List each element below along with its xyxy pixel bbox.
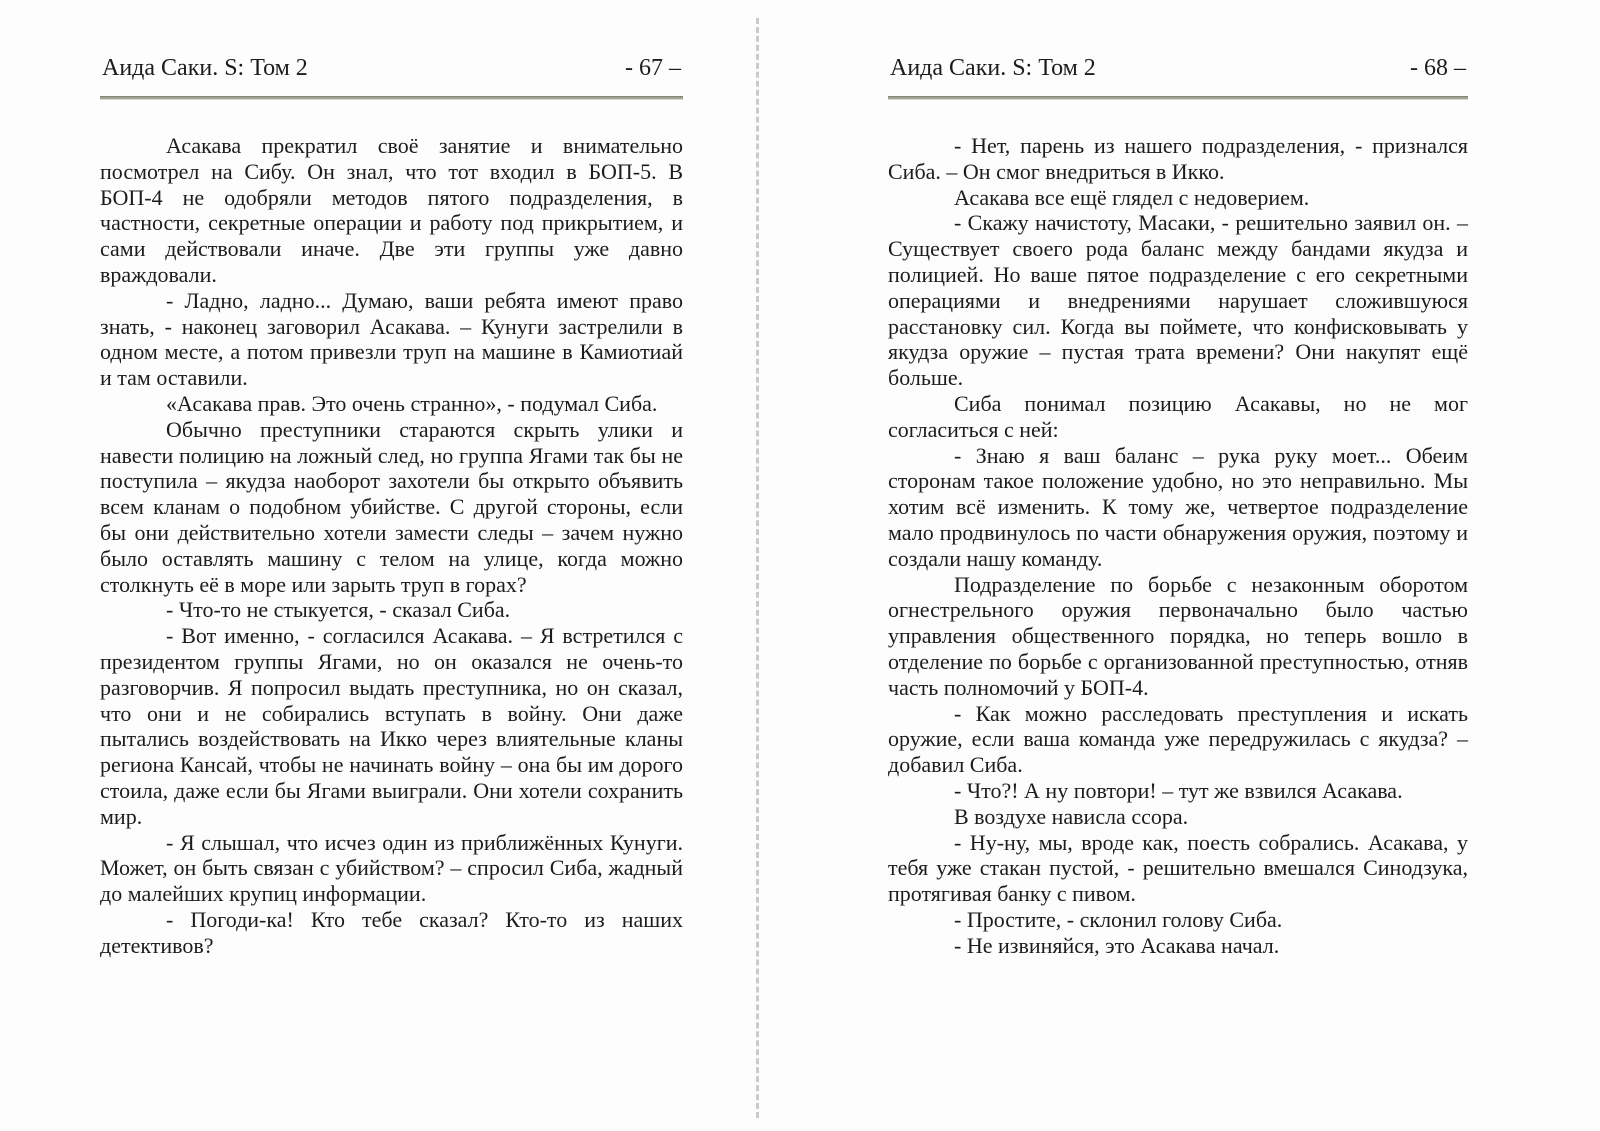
paragraph: - Вот именно, - согласился Асакава. – Я встретился с президентом группы Ягами, но он оказался не очень-то разговорчив. Я попросил выдать преступника, но он сказал, что они и не собирались вступать в войну. Они даже пытались воздействовать на Икко через влиятельные кланы региона Кансай, чтобы не начинать войну – она бы им дорого стоила, даже если бы Ягами выиграли. Они хотели сохранить мир. [100, 623, 683, 829]
paragraph: - Скажу начистоту, Масаки, - решительно заявил он. – Существует своего рода баланс между бандами якудза и полицией. Но ваше пятое подразделение с его секретными операциями и внедрениями нарушает сложившуюся расстановку сил. Когда вы поймете, что конфисковывать у якудза оружие – пустая трата времени? Они накупят ещё больше. [888, 210, 1468, 391]
paragraph: - Знаю я ваш баланс – рука руку моет... Обеим сторонам такое положение удобно, но это неправильно. Мы хотим всё изменить. К тому же, четвертое подразделение мало продвинулось по части обнаружения оружия, поэтому и создали нашу команду. [888, 442, 1468, 571]
page-text-body [100, 133, 683, 959]
page-number: - 67 – [625, 55, 681, 81]
page-number: - 68 – [1410, 55, 1466, 81]
paragraph: Асакава прекратил своё занятие и внимательно посмотрел на Сибу. Он знал, что тот входил в БОП-5. В БОП-4 не одобряли методов пятого подразделения, в частности, секретные операции и работу под прикрытием, и сами действовали иначе. Две эти группы уже давно враждовали. [100, 133, 683, 287]
page-text-body [888, 133, 1468, 959]
paragraph: - Ну-ну, мы, вроде как, поесть собрались. Асакава, у тебя уже стакан пустой, - решительно вмешался Синодзука, протягивая банку с пивом. [888, 829, 1468, 907]
header-rule [888, 96, 1468, 100]
paragraph: - Не извиняйся, это Асакава начал. [954, 932, 1280, 958]
running-header [888, 55, 1468, 82]
paragraph: В воздухе нависла ссора. [954, 803, 1189, 829]
paragraph: - Нет, парень из нашего подразделения, - признался Сиба. – Он смог внедриться в Икко. [888, 133, 1468, 184]
paragraph: - Простите, - склонил голову Сиба. [954, 906, 1283, 932]
paragraph: - Погоди-ка! Кто тебе сказал? Кто-то из наших детективов? [100, 906, 683, 958]
paragraph: - Что?! А ну повтори! – тут же взвился Асакава. [954, 777, 1403, 803]
page-divider-dashed-line [756, 18, 759, 1118]
paragraph: Сиба понимал позицию Асакавы, но не мог согласиться с ней: [888, 390, 1468, 442]
running-header-title: Аида Саки. S: Том 2 [102, 55, 308, 81]
paragraph: «Асакава прав. Это очень странно», - подумал Сиба. [166, 390, 658, 416]
paragraph: - Что-то не стыкуется, - сказал Сиба. [166, 597, 511, 623]
page-right [888, 55, 1468, 959]
paragraph: - Как можно расследовать преступления и искать оружие, если ваша команда уже передружилась с якудза? – добавил Сиба. [888, 700, 1468, 778]
paragraph: Асакава все ещё глядел с недоверием. [954, 184, 1310, 210]
paragraph: - Ладно, ладно... Думаю, ваши ребята имеют право знать, - наконец заговорил Асакава. – Кунуги застрелили в одном месте, а потом привезли труп на машине в Камиотиай и там оставили. [100, 287, 683, 391]
header-rule [100, 96, 683, 100]
paragraph: Обычно преступники стараются скрыть улики и навести полицию на ложный след, но группа Ягами так бы не поступила – якудза наоборот захотели бы открыто объявить всем кланам о подобном убийстве. С другой стороны, если бы они действительно хотели замести следы – зачем нужно было оставлять машину с телом на улице, когда можно столкнуть её в море или зарыть труп в горах? [100, 416, 683, 597]
running-header-title: Аида Саки. S: Том 2 [890, 55, 1096, 81]
paragraph: Подразделение по борьбе с незаконным оборотом огнестрельного оружия первоначально было частью управления общественного порядка, но теперь вошло в отделение по борьбе с организованной преступностью, отняв часть полномочий у БОП-4. [888, 571, 1468, 700]
page-left [100, 55, 683, 959]
running-header [100, 55, 683, 82]
paragraph: - Я слышал, что исчез один из приближённых Кунуги. Может, он быть связан с убийством? – спросил Сиба, жадный до малейших крупиц информации. [100, 829, 683, 907]
